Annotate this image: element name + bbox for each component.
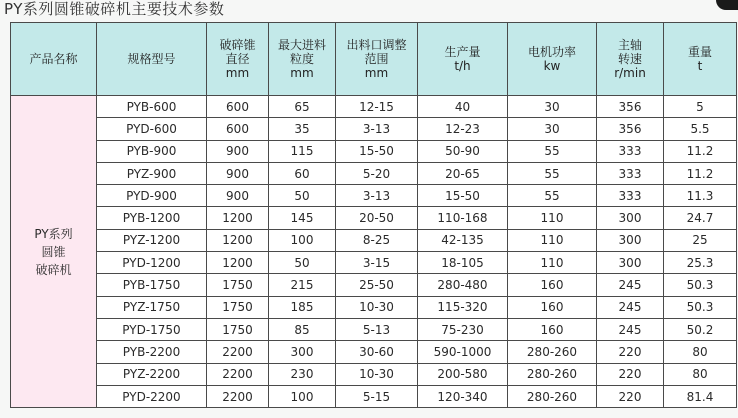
header-line: 最大进料 <box>277 38 326 52</box>
cell-cone-diameter: 900 <box>207 185 269 207</box>
cell-max-feed: 185 <box>269 296 336 318</box>
cell-capacity: 110-168 <box>418 207 508 229</box>
cell-max-feed: 230 <box>269 363 336 385</box>
cell-discharge-range: 25-50 <box>336 274 418 296</box>
category-label-line: 圆锥 <box>41 244 66 259</box>
header-line: 破碎锥 <box>219 38 256 52</box>
header-spindle-speed <box>597 23 664 96</box>
cell-weight: 25 <box>664 229 737 251</box>
cell-cone-diameter: 2200 <box>207 341 269 363</box>
cell-spindle-speed: 245 <box>597 274 664 296</box>
table-row <box>11 363 737 385</box>
cell-max-feed: 60 <box>269 162 336 184</box>
header-line: t/h <box>454 59 471 73</box>
header-line: r/min <box>614 66 646 80</box>
cell-weight: 80 <box>664 341 737 363</box>
cell-model: PYB-900 <box>97 140 207 162</box>
cell-motor-power: 280-260 <box>508 341 597 363</box>
header-row <box>11 23 737 96</box>
header-line: 规格型号 <box>127 52 176 66</box>
table-row <box>11 229 737 251</box>
cell-model: PYZ-2200 <box>97 363 207 385</box>
header-motor-power <box>508 23 597 96</box>
cell-weight: 80 <box>664 363 737 385</box>
table-row <box>11 207 737 229</box>
cell-max-feed: 65 <box>269 96 336 118</box>
cell-spindle-speed: 333 <box>597 162 664 184</box>
cell-motor-power: 160 <box>508 274 597 296</box>
cell-spindle-speed: 245 <box>597 296 664 318</box>
cell-cone-diameter: 600 <box>207 96 269 118</box>
cell-weight: 5.5 <box>664 118 737 140</box>
cell-capacity: 75-230 <box>418 318 508 340</box>
cell-model: PYD-900 <box>97 185 207 207</box>
cell-cone-diameter: 600 <box>207 118 269 140</box>
cell-motor-power: 160 <box>508 296 597 318</box>
cell-discharge-range: 10-30 <box>336 296 418 318</box>
cell-model: PYD-1750 <box>97 318 207 340</box>
header-line: mm <box>225 66 250 80</box>
cell-motor-power: 280-260 <box>508 385 597 407</box>
header-line: 生产量 <box>444 45 481 59</box>
header-line: 出料口调整 <box>346 38 407 52</box>
cell-spindle-speed: 300 <box>597 207 664 229</box>
category-label-line: 破碎机 <box>35 262 72 277</box>
cell-cone-diameter: 1750 <box>207 274 269 296</box>
cell-motor-power: 110 <box>508 252 597 274</box>
cell-discharge-range: 20-50 <box>336 207 418 229</box>
cell-spindle-speed: 300 <box>597 229 664 251</box>
cell-model: PYZ-1200 <box>97 229 207 251</box>
cell-motor-power: 55 <box>508 185 597 207</box>
cell-motor-power: 160 <box>508 318 597 340</box>
category-label-line: PY系列 <box>34 226 73 241</box>
cell-weight: 11.2 <box>664 140 737 162</box>
cell-max-feed: 215 <box>269 274 336 296</box>
cell-capacity: 590-1000 <box>418 341 508 363</box>
header-line: 重量 <box>687 45 712 59</box>
corner-decoration <box>716 0 738 10</box>
cell-model: PYD-1200 <box>97 252 207 274</box>
cell-cone-diameter: 900 <box>207 140 269 162</box>
cell-spindle-speed: 245 <box>597 318 664 340</box>
header-line: 粒度 <box>289 52 314 66</box>
cell-capacity: 12-23 <box>418 118 508 140</box>
cell-max-feed: 35 <box>269 118 336 140</box>
header-line: kw <box>543 59 561 73</box>
cell-max-feed: 300 <box>269 341 336 363</box>
cell-discharge-range: 10-30 <box>336 363 418 385</box>
cell-model: PYZ-900 <box>97 162 207 184</box>
table-row <box>11 118 737 140</box>
cell-spindle-speed: 333 <box>597 185 664 207</box>
header-line: 转速 <box>617 52 642 66</box>
cell-model: PYB-1750 <box>97 274 207 296</box>
cell-capacity: 40 <box>418 96 508 118</box>
cell-motor-power: 110 <box>508 229 597 251</box>
cell-weight: 81.4 <box>664 385 737 407</box>
header-line: 范围 <box>364 52 389 66</box>
cell-weight: 11.3 <box>664 185 737 207</box>
table-body <box>11 96 737 408</box>
cell-motor-power: 280-260 <box>508 363 597 385</box>
table-row <box>11 162 737 184</box>
table-row <box>11 274 737 296</box>
header-capacity <box>418 23 508 96</box>
cell-discharge-range: 15-50 <box>336 140 418 162</box>
cell-weight: 24.7 <box>664 207 737 229</box>
table-row <box>11 341 737 363</box>
cell-weight: 5 <box>664 96 737 118</box>
header-cone-diameter <box>207 23 269 96</box>
cell-motor-power: 30 <box>508 96 597 118</box>
table-row <box>11 385 737 407</box>
header-line: 产品名称 <box>29 52 78 66</box>
header-weight <box>664 23 737 96</box>
cell-weight: 50.3 <box>664 274 737 296</box>
cell-capacity: 18-105 <box>418 252 508 274</box>
cell-weight: 11.2 <box>664 162 737 184</box>
cell-capacity: 20-65 <box>418 162 508 184</box>
table-row <box>11 252 737 274</box>
cell-motor-power: 55 <box>508 162 597 184</box>
cell-max-feed: 85 <box>269 318 336 340</box>
cell-discharge-range: 5-15 <box>336 385 418 407</box>
cell-capacity: 120-340 <box>418 385 508 407</box>
cell-spindle-speed: 356 <box>597 118 664 140</box>
cell-discharge-range: 5-13 <box>336 318 418 340</box>
cell-spindle-speed: 333 <box>597 140 664 162</box>
cell-discharge-range: 30-60 <box>336 341 418 363</box>
header-line: mm <box>290 66 314 80</box>
cell-cone-diameter: 1750 <box>207 318 269 340</box>
header-product-name <box>11 23 97 96</box>
cell-max-feed: 100 <box>269 385 336 407</box>
cell-cone-diameter: 1200 <box>207 229 269 251</box>
cell-discharge-range: 5-20 <box>336 162 418 184</box>
cell-capacity: 50-90 <box>418 140 508 162</box>
cell-discharge-range: 3-13 <box>336 185 418 207</box>
cell-cone-diameter: 2200 <box>207 363 269 385</box>
spec-table <box>10 22 737 408</box>
header-discharge-range <box>336 23 418 96</box>
cell-cone-diameter: 1200 <box>207 252 269 274</box>
cell-model: PYD-2200 <box>97 385 207 407</box>
page-title: PY系列圆锥破碎机主要技术参数 <box>4 0 225 18</box>
cell-discharge-range: 8-25 <box>336 229 418 251</box>
cell-weight: 50.3 <box>664 296 737 318</box>
cell-max-feed: 115 <box>269 140 336 162</box>
cell-cone-diameter: 1200 <box>207 207 269 229</box>
header-line: t <box>697 59 703 73</box>
cell-model: PYB-1200 <box>97 207 207 229</box>
cell-cone-diameter: 900 <box>207 162 269 184</box>
cell-capacity: 280-480 <box>418 274 508 296</box>
cell-discharge-range: 3-15 <box>336 252 418 274</box>
table-row <box>11 296 737 318</box>
cell-model: PYZ-1750 <box>97 296 207 318</box>
table-row <box>11 185 737 207</box>
table-row <box>11 96 737 118</box>
cell-spindle-speed: 220 <box>597 363 664 385</box>
category-cell <box>11 96 97 408</box>
table-header <box>11 23 737 96</box>
cell-capacity: 115-320 <box>418 296 508 318</box>
table-row <box>11 318 737 340</box>
cell-max-feed: 50 <box>269 252 336 274</box>
cell-discharge-range: 12-15 <box>336 96 418 118</box>
cell-model: PYD-600 <box>97 118 207 140</box>
header-line: mm <box>364 66 389 80</box>
header-max-feed <box>269 23 336 96</box>
cell-motor-power: 30 <box>508 118 597 140</box>
cell-motor-power: 55 <box>508 140 597 162</box>
cell-cone-diameter: 2200 <box>207 385 269 407</box>
table-row <box>11 140 737 162</box>
cell-max-feed: 145 <box>269 207 336 229</box>
cell-max-feed: 50 <box>269 185 336 207</box>
cell-discharge-range: 3-13 <box>336 118 418 140</box>
header-line: 主轴 <box>617 38 642 52</box>
cell-capacity: 200-580 <box>418 363 508 385</box>
cell-capacity: 15-50 <box>418 185 508 207</box>
cell-weight: 25.3 <box>664 252 737 274</box>
cell-max-feed: 100 <box>269 229 336 251</box>
header-line: 电机功率 <box>527 45 576 59</box>
header-model <box>97 23 207 96</box>
cell-model: PYB-600 <box>97 96 207 118</box>
cell-spindle-speed: 300 <box>597 252 664 274</box>
cell-weight: 50.2 <box>664 318 737 340</box>
cell-spindle-speed: 220 <box>597 385 664 407</box>
cell-spindle-speed: 220 <box>597 341 664 363</box>
cell-capacity: 42-135 <box>418 229 508 251</box>
header-line: 直径 <box>225 52 250 66</box>
cell-spindle-speed: 356 <box>597 96 664 118</box>
cell-cone-diameter: 1750 <box>207 296 269 318</box>
cell-model: PYB-2200 <box>97 341 207 363</box>
cell-motor-power: 110 <box>508 207 597 229</box>
